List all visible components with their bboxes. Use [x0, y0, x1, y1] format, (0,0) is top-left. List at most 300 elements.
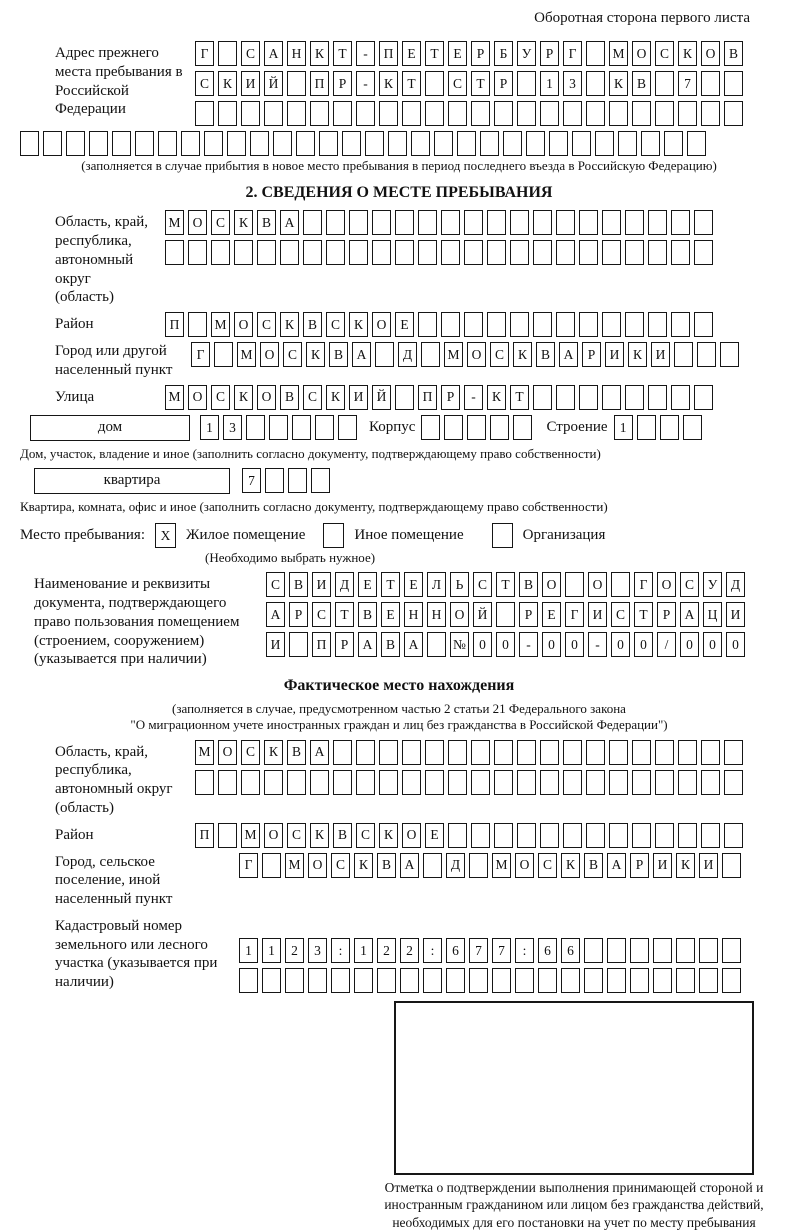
- char-box[interactable]: [471, 823, 490, 848]
- char-box[interactable]: [372, 210, 391, 235]
- char-box[interactable]: Н: [287, 41, 306, 66]
- char-box[interactable]: Й: [473, 602, 492, 627]
- char-box[interactable]: [250, 131, 269, 156]
- char-box[interactable]: В: [287, 740, 306, 765]
- char-box[interactable]: [326, 210, 345, 235]
- char-box[interactable]: [423, 853, 442, 878]
- char-box[interactable]: [607, 968, 626, 993]
- char-box[interactable]: А: [607, 853, 626, 878]
- char-box[interactable]: [311, 468, 330, 493]
- char-box[interactable]: Р: [471, 41, 490, 66]
- char-box[interactable]: [724, 101, 743, 126]
- char-box[interactable]: [618, 131, 637, 156]
- char-box[interactable]: [303, 210, 322, 235]
- char-box[interactable]: [671, 240, 690, 265]
- char-box[interactable]: Ь: [450, 572, 469, 597]
- char-box[interactable]: В: [280, 385, 299, 410]
- char-box[interactable]: 1: [200, 415, 219, 440]
- char-box[interactable]: М: [241, 823, 260, 848]
- char-box[interactable]: И: [349, 385, 368, 410]
- char-box[interactable]: П: [165, 312, 184, 337]
- char-box[interactable]: Т: [381, 572, 400, 597]
- char-box[interactable]: В: [724, 41, 743, 66]
- char-box[interactable]: [469, 968, 488, 993]
- inoe-checkbox[interactable]: [323, 523, 344, 548]
- char-box[interactable]: [722, 968, 741, 993]
- char-box[interactable]: [701, 71, 720, 96]
- char-box[interactable]: К: [264, 740, 283, 765]
- char-box[interactable]: [333, 770, 352, 795]
- char-box[interactable]: [563, 101, 582, 126]
- char-box[interactable]: [678, 740, 697, 765]
- char-box[interactable]: [609, 101, 628, 126]
- char-box[interactable]: А: [358, 632, 377, 657]
- char-box[interactable]: [671, 385, 690, 410]
- char-box[interactable]: [434, 131, 453, 156]
- char-box[interactable]: [602, 210, 621, 235]
- char-box[interactable]: С: [312, 602, 331, 627]
- char-box[interactable]: Г: [565, 602, 584, 627]
- char-box[interactable]: И: [588, 602, 607, 627]
- char-box[interactable]: [20, 131, 39, 156]
- char-box[interactable]: Т: [634, 602, 653, 627]
- char-box[interactable]: [540, 823, 559, 848]
- char-box[interactable]: :: [515, 938, 534, 963]
- char-box[interactable]: [289, 632, 308, 657]
- char-box[interactable]: И: [651, 342, 670, 367]
- char-box[interactable]: К: [487, 385, 506, 410]
- char-box[interactable]: С: [331, 853, 350, 878]
- char-box[interactable]: [379, 101, 398, 126]
- char-box[interactable]: О: [632, 41, 651, 66]
- char-box[interactable]: Г: [195, 41, 214, 66]
- char-box[interactable]: С: [448, 71, 467, 96]
- char-box[interactable]: [448, 101, 467, 126]
- char-box[interactable]: №: [450, 632, 469, 657]
- char-box[interactable]: [565, 572, 584, 597]
- char-box[interactable]: [356, 101, 375, 126]
- char-box[interactable]: [418, 312, 437, 337]
- char-box[interactable]: [699, 968, 718, 993]
- char-box[interactable]: М: [492, 853, 511, 878]
- char-box[interactable]: О: [402, 823, 421, 848]
- char-box[interactable]: [586, 740, 605, 765]
- char-box[interactable]: С: [680, 572, 699, 597]
- char-box[interactable]: Н: [427, 602, 446, 627]
- char-box[interactable]: И: [726, 602, 745, 627]
- char-box[interactable]: В: [519, 572, 538, 597]
- char-box[interactable]: В: [303, 312, 322, 337]
- char-box[interactable]: Г: [239, 853, 258, 878]
- char-box[interactable]: [365, 131, 384, 156]
- char-box[interactable]: 7: [469, 938, 488, 963]
- char-box[interactable]: С: [211, 385, 230, 410]
- char-box[interactable]: [602, 385, 621, 410]
- char-box[interactable]: [579, 385, 598, 410]
- char-box[interactable]: Й: [372, 385, 391, 410]
- char-box[interactable]: [448, 770, 467, 795]
- char-box[interactable]: 7: [492, 938, 511, 963]
- char-box[interactable]: О: [188, 210, 207, 235]
- char-box[interactable]: М: [165, 210, 184, 235]
- char-box[interactable]: [687, 131, 706, 156]
- char-box[interactable]: [494, 101, 513, 126]
- char-box[interactable]: Е: [448, 41, 467, 66]
- char-box[interactable]: [674, 342, 693, 367]
- char-box[interactable]: [579, 240, 598, 265]
- char-box[interactable]: П: [195, 823, 214, 848]
- char-box[interactable]: [503, 131, 522, 156]
- char-box[interactable]: [609, 740, 628, 765]
- char-box[interactable]: [239, 968, 258, 993]
- char-box[interactable]: [660, 415, 679, 440]
- char-box[interactable]: [724, 823, 743, 848]
- char-box[interactable]: [549, 131, 568, 156]
- char-box[interactable]: К: [513, 342, 532, 367]
- char-box[interactable]: [701, 740, 720, 765]
- char-box[interactable]: О: [372, 312, 391, 337]
- char-box[interactable]: П: [418, 385, 437, 410]
- char-box[interactable]: [515, 968, 534, 993]
- char-box[interactable]: 2: [400, 938, 419, 963]
- char-box[interactable]: 6: [446, 938, 465, 963]
- char-box[interactable]: [720, 342, 739, 367]
- char-box[interactable]: И: [653, 853, 672, 878]
- char-box[interactable]: [296, 131, 315, 156]
- char-box[interactable]: [204, 131, 223, 156]
- char-box[interactable]: [411, 131, 430, 156]
- char-box[interactable]: С: [211, 210, 230, 235]
- char-box[interactable]: Г: [634, 572, 653, 597]
- char-box[interactable]: -: [588, 632, 607, 657]
- char-box[interactable]: 1: [540, 71, 559, 96]
- char-box[interactable]: [310, 101, 329, 126]
- char-box[interactable]: [395, 210, 414, 235]
- char-box[interactable]: Г: [191, 342, 210, 367]
- char-box[interactable]: [280, 240, 299, 265]
- char-box[interactable]: [722, 938, 741, 963]
- char-box[interactable]: [517, 770, 536, 795]
- char-box[interactable]: [487, 312, 506, 337]
- char-box[interactable]: [354, 968, 373, 993]
- char-box[interactable]: С: [241, 740, 260, 765]
- char-box[interactable]: А: [680, 602, 699, 627]
- char-box[interactable]: [517, 823, 536, 848]
- char-box[interactable]: 6: [538, 938, 557, 963]
- char-box[interactable]: [402, 770, 421, 795]
- char-box[interactable]: И: [241, 71, 260, 96]
- char-box[interactable]: [480, 131, 499, 156]
- char-box[interactable]: О: [188, 385, 207, 410]
- char-box[interactable]: [494, 770, 513, 795]
- char-box[interactable]: [287, 770, 306, 795]
- char-box[interactable]: [607, 938, 626, 963]
- char-box[interactable]: И: [699, 853, 718, 878]
- char-box[interactable]: 0: [680, 632, 699, 657]
- char-box[interactable]: [427, 632, 446, 657]
- char-box[interactable]: У: [703, 572, 722, 597]
- char-box[interactable]: [457, 131, 476, 156]
- char-box[interactable]: [188, 312, 207, 337]
- char-box[interactable]: [421, 415, 440, 440]
- char-box[interactable]: [218, 770, 237, 795]
- char-box[interactable]: К: [280, 312, 299, 337]
- char-box[interactable]: С: [241, 41, 260, 66]
- char-box[interactable]: [425, 740, 444, 765]
- char-box[interactable]: [319, 131, 338, 156]
- char-box[interactable]: Г: [563, 41, 582, 66]
- char-box[interactable]: [513, 415, 532, 440]
- char-box[interactable]: [517, 101, 536, 126]
- char-box[interactable]: [441, 240, 460, 265]
- char-box[interactable]: [517, 71, 536, 96]
- char-box[interactable]: [671, 312, 690, 337]
- char-box[interactable]: [579, 210, 598, 235]
- char-box[interactable]: [556, 240, 575, 265]
- char-box[interactable]: [257, 240, 276, 265]
- char-box[interactable]: А: [310, 740, 329, 765]
- char-box[interactable]: -: [356, 41, 375, 66]
- char-box[interactable]: М: [195, 740, 214, 765]
- char-box[interactable]: [214, 342, 233, 367]
- char-box[interactable]: С: [490, 342, 509, 367]
- char-box[interactable]: [676, 938, 695, 963]
- char-box[interactable]: [356, 740, 375, 765]
- char-box[interactable]: Р: [289, 602, 308, 627]
- char-box[interactable]: [701, 823, 720, 848]
- char-box[interactable]: В: [358, 602, 377, 627]
- char-box[interactable]: М: [444, 342, 463, 367]
- char-box[interactable]: [262, 968, 281, 993]
- char-box[interactable]: [655, 101, 674, 126]
- char-box[interactable]: О: [260, 342, 279, 367]
- char-box[interactable]: [292, 415, 311, 440]
- char-box[interactable]: [625, 385, 644, 410]
- char-box[interactable]: [89, 131, 108, 156]
- char-box[interactable]: [308, 968, 327, 993]
- char-box[interactable]: Р: [540, 41, 559, 66]
- char-box[interactable]: О: [467, 342, 486, 367]
- char-box[interactable]: [425, 101, 444, 126]
- char-box[interactable]: [246, 415, 265, 440]
- char-box[interactable]: [655, 71, 674, 96]
- char-box[interactable]: [533, 385, 552, 410]
- char-box[interactable]: [349, 210, 368, 235]
- char-box[interactable]: [264, 770, 283, 795]
- char-box[interactable]: [421, 342, 440, 367]
- char-box[interactable]: Д: [726, 572, 745, 597]
- char-box[interactable]: К: [234, 210, 253, 235]
- char-box[interactable]: Л: [427, 572, 446, 597]
- char-box[interactable]: Е: [404, 572, 423, 597]
- char-box[interactable]: 1: [262, 938, 281, 963]
- char-box[interactable]: К: [354, 853, 373, 878]
- char-box[interactable]: А: [559, 342, 578, 367]
- char-box[interactable]: [678, 823, 697, 848]
- char-box[interactable]: [724, 71, 743, 96]
- char-box[interactable]: [444, 415, 463, 440]
- char-box[interactable]: [724, 770, 743, 795]
- char-box[interactable]: О: [257, 385, 276, 410]
- char-box[interactable]: [471, 770, 490, 795]
- char-box[interactable]: О: [218, 740, 237, 765]
- char-box[interactable]: [375, 342, 394, 367]
- char-box[interactable]: [526, 131, 545, 156]
- char-box[interactable]: [632, 740, 651, 765]
- char-box[interactable]: В: [632, 71, 651, 96]
- char-box[interactable]: [234, 240, 253, 265]
- char-box[interactable]: К: [326, 385, 345, 410]
- char-box[interactable]: [43, 131, 62, 156]
- char-box[interactable]: М: [211, 312, 230, 337]
- char-box[interactable]: К: [678, 41, 697, 66]
- char-box[interactable]: К: [310, 41, 329, 66]
- char-box[interactable]: [425, 770, 444, 795]
- char-box[interactable]: К: [218, 71, 237, 96]
- char-box[interactable]: [494, 823, 513, 848]
- char-box[interactable]: С: [283, 342, 302, 367]
- char-box[interactable]: Р: [441, 385, 460, 410]
- char-box[interactable]: [315, 415, 334, 440]
- char-box[interactable]: С: [655, 41, 674, 66]
- char-box[interactable]: [395, 240, 414, 265]
- char-box[interactable]: [625, 312, 644, 337]
- char-box[interactable]: Р: [630, 853, 649, 878]
- char-box[interactable]: [510, 312, 529, 337]
- char-box[interactable]: Д: [398, 342, 417, 367]
- char-box[interactable]: С: [356, 823, 375, 848]
- char-box[interactable]: О: [515, 853, 534, 878]
- char-box[interactable]: [517, 740, 536, 765]
- char-box[interactable]: [218, 101, 237, 126]
- char-box[interactable]: [648, 312, 667, 337]
- char-box[interactable]: И: [266, 632, 285, 657]
- char-box[interactable]: [269, 415, 288, 440]
- char-box[interactable]: [671, 210, 690, 235]
- char-box[interactable]: [648, 240, 667, 265]
- char-box[interactable]: [563, 770, 582, 795]
- char-box[interactable]: [572, 131, 591, 156]
- char-box[interactable]: [724, 740, 743, 765]
- char-box[interactable]: [722, 853, 741, 878]
- char-box[interactable]: [584, 938, 603, 963]
- char-box[interactable]: Р: [657, 602, 676, 627]
- char-box[interactable]: К: [234, 385, 253, 410]
- char-box[interactable]: 0: [542, 632, 561, 657]
- char-box[interactable]: [694, 312, 713, 337]
- char-box[interactable]: С: [303, 385, 322, 410]
- char-box[interactable]: [586, 101, 605, 126]
- char-box[interactable]: /: [657, 632, 676, 657]
- char-box[interactable]: [494, 740, 513, 765]
- char-box[interactable]: К: [628, 342, 647, 367]
- char-box[interactable]: [540, 101, 559, 126]
- char-box[interactable]: [496, 602, 515, 627]
- char-box[interactable]: [469, 853, 488, 878]
- char-box[interactable]: [676, 968, 695, 993]
- char-box[interactable]: [188, 240, 207, 265]
- char-box[interactable]: М: [285, 853, 304, 878]
- char-box[interactable]: [655, 823, 674, 848]
- char-box[interactable]: [241, 770, 260, 795]
- char-box[interactable]: В: [329, 342, 348, 367]
- char-box[interactable]: Е: [395, 312, 414, 337]
- char-box[interactable]: 3: [223, 415, 242, 440]
- char-box[interactable]: [333, 101, 352, 126]
- char-box[interactable]: [377, 968, 396, 993]
- char-box[interactable]: [492, 968, 511, 993]
- char-box[interactable]: К: [349, 312, 368, 337]
- char-box[interactable]: Е: [381, 602, 400, 627]
- char-box[interactable]: [586, 71, 605, 96]
- char-box[interactable]: [241, 101, 260, 126]
- char-box[interactable]: [310, 770, 329, 795]
- char-box[interactable]: А: [280, 210, 299, 235]
- char-box[interactable]: 0: [726, 632, 745, 657]
- char-box[interactable]: Т: [425, 41, 444, 66]
- char-box[interactable]: К: [379, 823, 398, 848]
- char-box[interactable]: 0: [634, 632, 653, 657]
- char-box[interactable]: Р: [335, 632, 354, 657]
- char-box[interactable]: [265, 468, 284, 493]
- char-box[interactable]: Е: [358, 572, 377, 597]
- char-box[interactable]: [595, 131, 614, 156]
- char-box[interactable]: И: [312, 572, 331, 597]
- char-box[interactable]: 2: [285, 938, 304, 963]
- char-box[interactable]: [165, 240, 184, 265]
- char-box[interactable]: А: [352, 342, 371, 367]
- char-box[interactable]: [388, 131, 407, 156]
- char-box[interactable]: С: [266, 572, 285, 597]
- char-box[interactable]: :: [423, 938, 442, 963]
- char-box[interactable]: Й: [264, 71, 283, 96]
- char-box[interactable]: К: [609, 71, 628, 96]
- char-box[interactable]: [262, 853, 281, 878]
- organizatsiya-checkbox[interactable]: [492, 523, 513, 548]
- char-box[interactable]: [379, 770, 398, 795]
- kvartira-field[interactable]: квартира: [34, 468, 230, 494]
- char-box[interactable]: [490, 415, 509, 440]
- char-box[interactable]: [333, 740, 352, 765]
- char-box[interactable]: [625, 210, 644, 235]
- char-box[interactable]: [625, 240, 644, 265]
- char-box[interactable]: Д: [335, 572, 354, 597]
- char-box[interactable]: [641, 131, 660, 156]
- char-box[interactable]: К: [306, 342, 325, 367]
- char-box[interactable]: 0: [703, 632, 722, 657]
- char-box[interactable]: С: [195, 71, 214, 96]
- char-box[interactable]: О: [588, 572, 607, 597]
- char-box[interactable]: П: [310, 71, 329, 96]
- char-box[interactable]: В: [377, 853, 396, 878]
- char-box[interactable]: [195, 101, 214, 126]
- char-box[interactable]: [158, 131, 177, 156]
- char-box[interactable]: [446, 968, 465, 993]
- char-box[interactable]: [400, 968, 419, 993]
- char-box[interactable]: Е: [425, 823, 444, 848]
- char-box[interactable]: [678, 770, 697, 795]
- char-box[interactable]: 1: [239, 938, 258, 963]
- char-box[interactable]: О: [264, 823, 283, 848]
- char-box[interactable]: [441, 210, 460, 235]
- char-box[interactable]: А: [400, 853, 419, 878]
- char-box[interactable]: О: [308, 853, 327, 878]
- char-box[interactable]: Р: [582, 342, 601, 367]
- char-box[interactable]: [533, 210, 552, 235]
- char-box[interactable]: [630, 968, 649, 993]
- char-box[interactable]: [586, 770, 605, 795]
- char-box[interactable]: О: [450, 602, 469, 627]
